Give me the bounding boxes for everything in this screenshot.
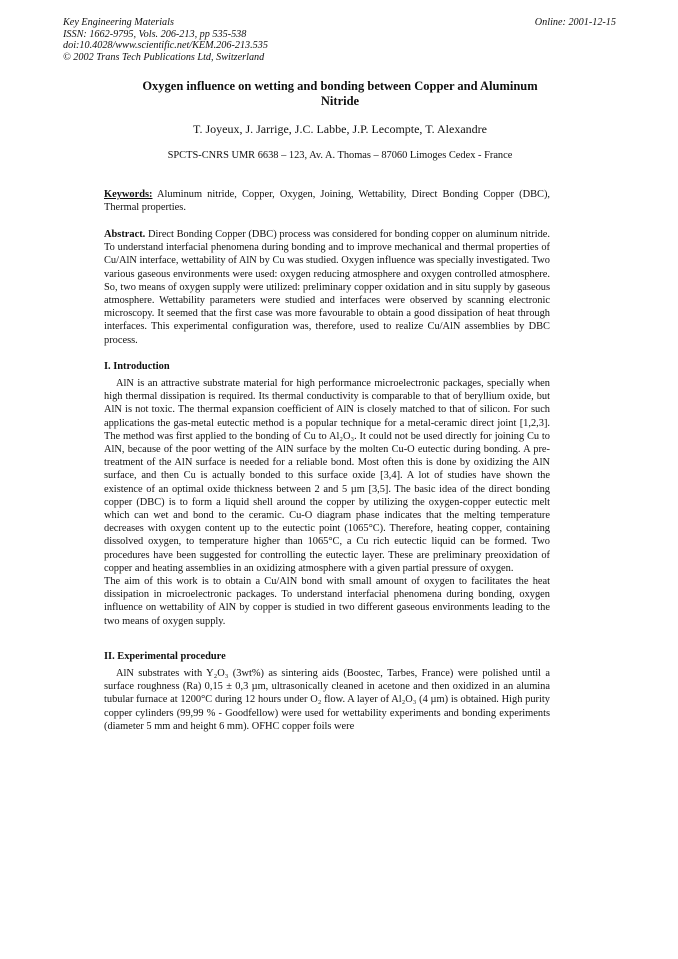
intro-paragraph-2: The aim of this work is to obtain a Cu/AlN bond with small amount of oxygen to facilitates the heat dissipation in microelectronic packages. To understand interfacial phenomena during bonding, oxygen influence on wettability of AlN by copper is studied in two different gaseous environments leading to the two means of oxygen supply. <box>104 576 550 627</box>
keywords-block <box>104 188 550 214</box>
copyright-line: © 2002 Trans Tech Publications Ltd, Switzerland <box>63 51 265 63</box>
keywords-text: Aluminum nitride, Copper, Oxygen, Joining, Wettability, Direct Bonding Copper (DBC), Thermal properties. <box>104 189 550 214</box>
journal-name: Key Engineering Materials <box>63 17 174 28</box>
title-line-1: Oxygen influence on wetting and bonding between Copper and Aluminum <box>142 79 538 93</box>
paper-title <box>90 79 590 109</box>
doi-line: doi:10.4028/www.scientific.net/KEM.206-213.535 <box>63 40 268 52</box>
author-list: T. Joyeux, J. Jarrige, J.C. Labbe, J.P. Lecompte, T. Alexandre <box>193 122 487 136</box>
section-heading-introduction: I. Introduction <box>104 361 170 372</box>
abstract-block <box>104 228 550 347</box>
keywords-label: Keywords: <box>104 189 153 200</box>
experimental-paragraph-1: AlN substrates with Y₂O₃ (3wt%) as sintering aids (Boostec, Tarbes, France) were polished until a surface roughness (Ra) 0,15 ± 0,3 µm, ultrasonically cleaned in acetone and then oxidized in an alumina tubular furnace at 1200°C during 12 hours under O₂ flow. A layer of Al₂O₃ (4 µm) is obtained. High purity copper cylinders (99,99 % - Goodfellow) were used for wettability experiments and bonding experiments (diameter 5 mm and height 6 mm). OFHC copper foils were <box>104 668 550 732</box>
affiliation: SPCTS-CNRS UMR 6638 – 123, Av. A. Thomas – 87060 Limoges Cedex - France <box>167 150 513 161</box>
section-heading-experimental: II. Experimental procedure <box>104 651 226 662</box>
title-line-2: Nitride <box>320 94 360 108</box>
abstract-text: Direct Bonding Copper (DBC) process was considered for bonding copper on aluminum nitride. To understand interfacial phenomena during bonding and to improve mechanical and thermal properties of Cu/AlN interface, wettability of AlN by Cu was studied. Oxygen influence was specially investigated. Two various gaseous environments were used: oxygen reducing atmosphere and oxygen controlled atmosphere. So, two means of oxygen supply were utilized: preliminary copper oxidation and in situ supply by gaseous atmosphere. Wettability parameters were studied and interfaces were observed by scanning electronic microscopy. It seemed that the first case was more favourable to obtain a good dissipation of heat through interfaces. This experimental configuration was, therefore, used to realize Cu/AlN assemblies by DBC process. <box>104 229 550 346</box>
online-date: Online: 2001-12-15 <box>534 17 616 28</box>
introduction-body <box>104 377 550 628</box>
intro-paragraph-1: AlN is an attractive substrate material for high performance microelectronic packages, specially when high thermal dissipation is required. Its thermal conductivity is comparable to that of beryllium oxide, but AlN is not toxic. The thermal expansion coefficient of AlN is closely matched to that of silicon. For such applications the gas-metal eutectic method is a popular technique for a metal-ceramic direct joint [1,2,3]. The method was first applied to the bonding of Cu to Al₂O₃. It could not be used directly for joining Cu to AlN, because of the poor wetting of the AlN surface by the molten Cu-O eutectic during bonding. A pre-treatment of the AlN surface is needed for a reliable bond. Most often this is done by oxidizing the AlN surface, and then Cu is actually bonded to this surface oxide [3,4]. A lot of studies have shown the existence of an optimal oxide thickness between 2 and 5 µm [3,5]. The basic idea of the direct bonding copper (DBC) is to form a liquid shell around the copper by utilizing the oxygen-copper eutectic melt which can wet and bond to the ceramic. Cu-O diagram phase indicates that the melting temperature decreases with oxygen content up to the eutectic point (1065°C). Therefore, heating copper, containing dissolved oxygen, to temperature higher than 1065°C, a Cu rich eutectic liquid can be formed. Two procedures have been suggested for controlling the eutectic layer. These are preliminary preoxidation of copper and heating assemblies in an oxidizing atmosphere with a given partial pressure of oxygen. <box>104 378 550 574</box>
experimental-body <box>104 667 550 733</box>
issn-line: ISSN: 1662-9795, Vols. 206-213, pp 535-538 <box>63 28 247 40</box>
page-header <box>63 17 616 63</box>
abstract-label: Abstract. <box>104 229 146 240</box>
